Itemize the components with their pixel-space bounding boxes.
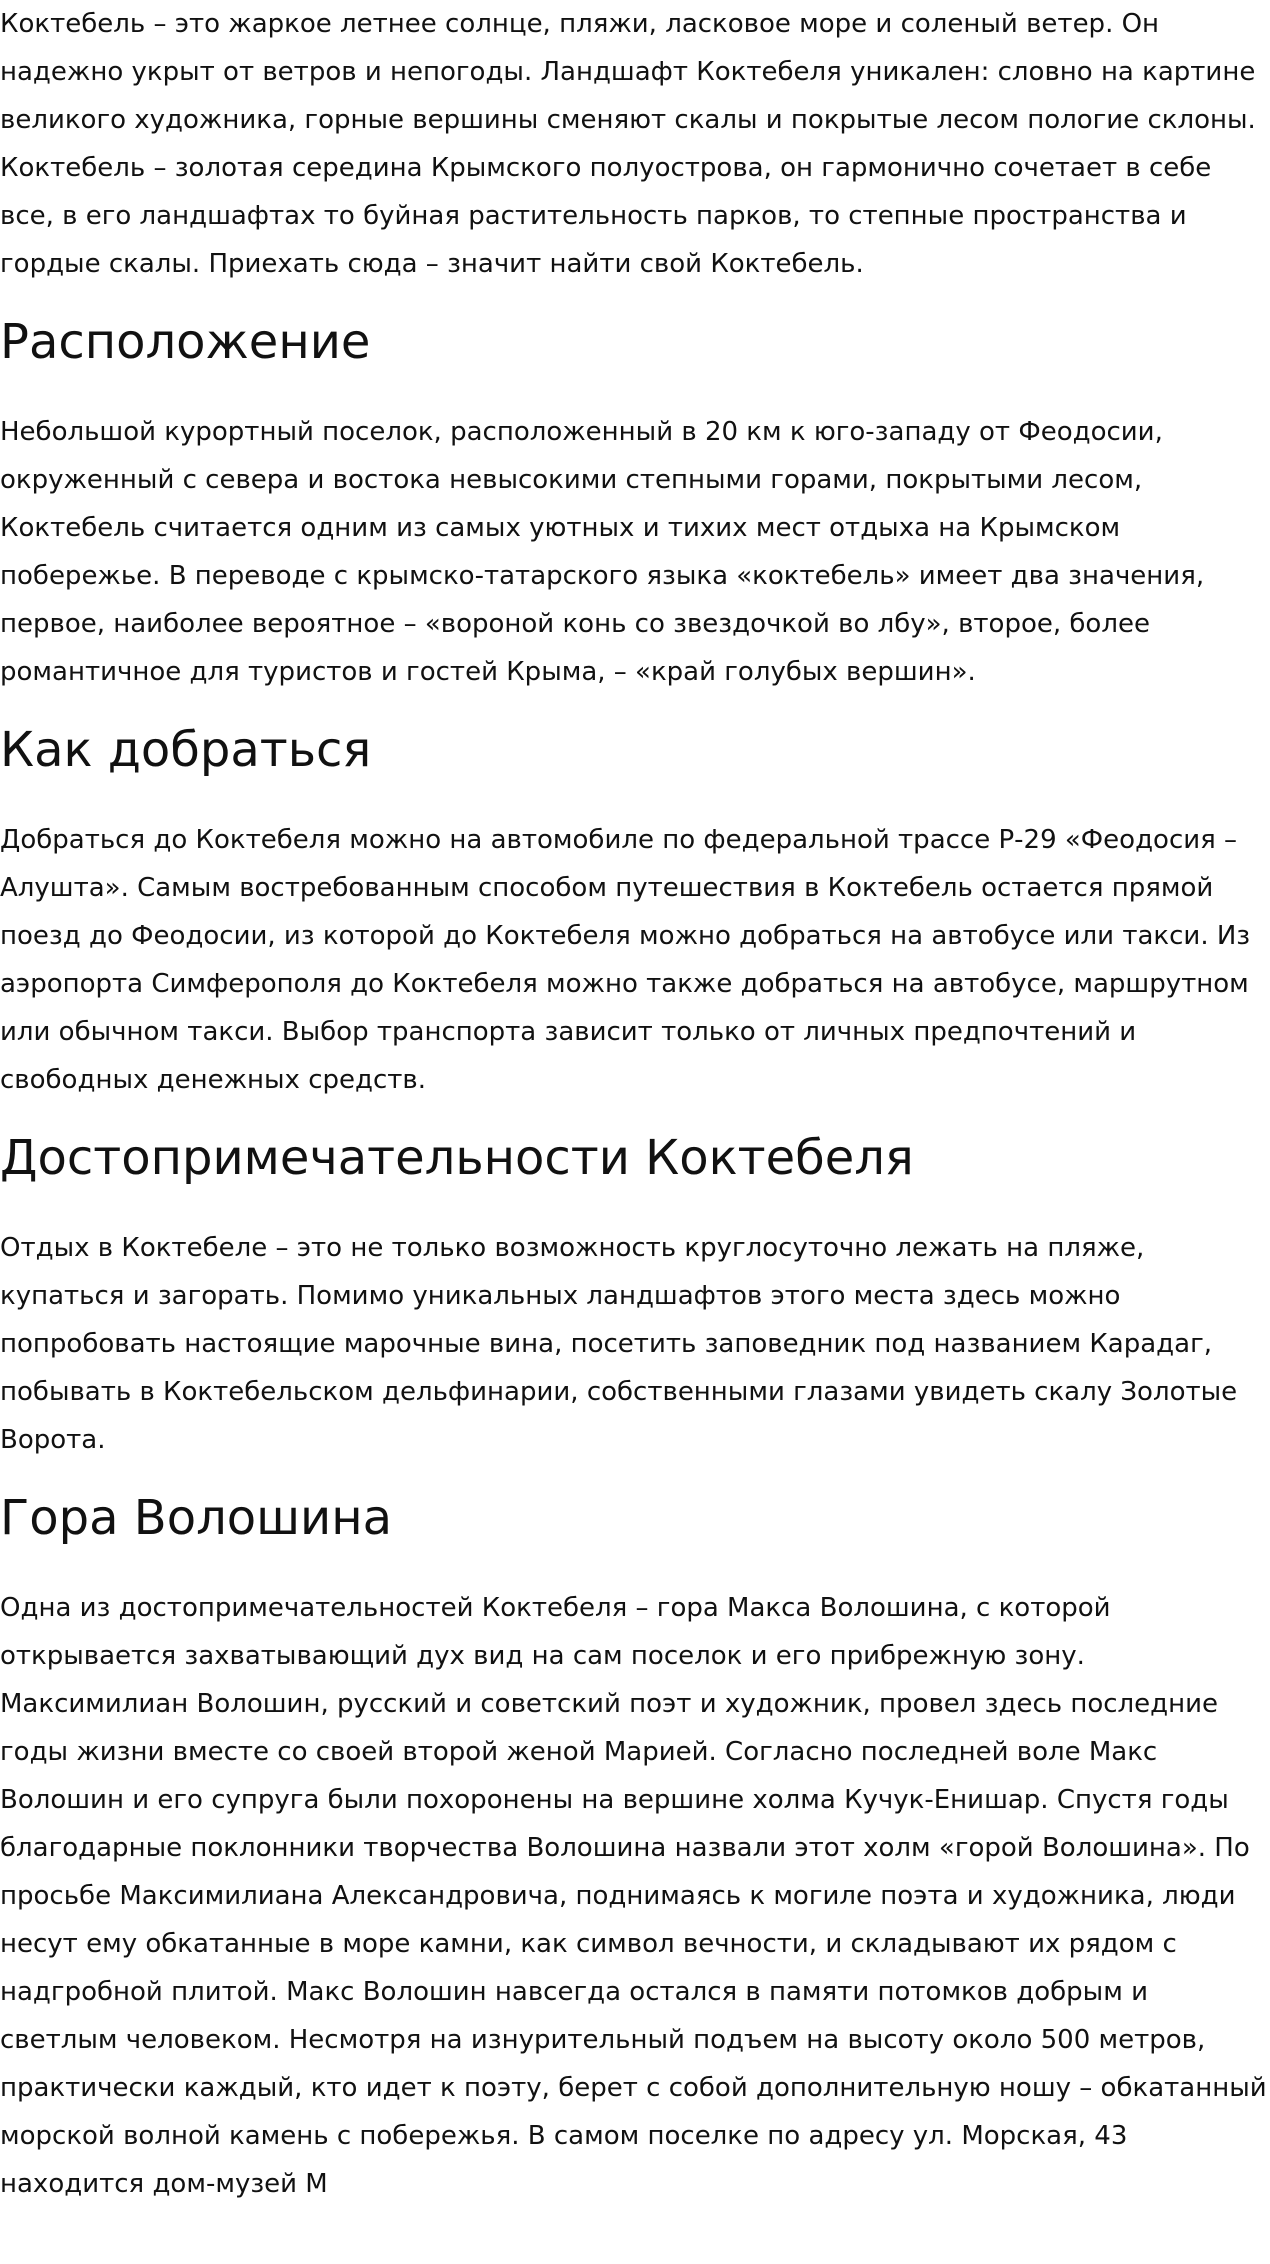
heading-voloshin-mountain: Гора Волошина [0,1490,393,1546]
location-paragraph: Небольшой курортный поселок, расположенный в 20 км к юго-западу от Феодосии, окруженный с севера и востока невысокими степными горами, покрытыми лесом, Коктебель считается одним из самых уютных и тихих мест отдыха на Крымском побережье. В переводе с крымско-татарского языка «коктебель» имеет два значения, первое, наиболее вероятное – «вороной конь со звездочкой во лбу», второе, более романтичное для туристов и гостей Крыма, – «край голубых вершин». [0,417,1205,687]
heading-how-to-get: Как добраться [0,722,372,778]
heading-location: Расположение [0,314,371,370]
intro-paragraph: Коктебель – это жаркое летнее солнце, пляжи, ласковое море и соленый ветер. Он надежно укрыт от ветров и непогоды. Ландшафт Коктебеля уникален: словно на картине великого художника, горные вершины сменяют скалы и покрытые лесом пологие склоны. Коктебель – золотая середина Крымского полуострова, он гармонично сочетает в себе все, в его ландшафтах то буйная растительность парков, то степные пространства и гордые скалы. Приехать сюда – значит найти свой Коктебель. [0,9,1256,279]
how-to-get-paragraph: Добраться до Коктебеля можно на автомобиле по федеральной трассе Р-29 «Феодосия – Алушта». Самым востребованным способом путешествия в Коктебель остается прямой поезд до Феодосии, из которой до Коктебеля можно добраться на автобусе или такси. Из аэропорта Симферополя до Коктебеля можно также добраться на автобусе, маршрутном или обычном такси. Выбор транспорта зависит только от личных предпочтений и свободных денежных средств. [0,825,1251,1095]
heading-attractions: Достопримечательности Коктебеля [0,1130,914,1186]
voloshin-mountain-paragraph: Одна из достопримечательностей Коктебеля – гора Макса Волошина, с которой открывается захватывающий дух вид на сам поселок и его прибрежную зону. Максимилиан Волошин, русский и советский поэт и художник, провел здесь последние годы жизни вместе со своей второй женой Марией. Согласно последней воле Макс Волошин и его супруга были похоронены на вершине холма Кучук-Енишар. Спустя годы благодарные поклонники творчества Волошина назвали этот холм «горой Волошина». По просьбе Максимилиана Александровича, поднимаясь к могиле поэта и художника, люди несут ему обкатанные в море камни, как символ вечности, и складывают их рядом с надгробной плитой. Макс Волошин навсегда остался в памяти потомков добрым и светлым человеком. Несмотря на изнурительный подъем на высоту около 500 метров, практически каждый, кто идет к поэту, берет с собой дополнительную ношу – обкатанный морской волной камень с побережья. В самом поселке по адресу ул. Морская, 43 находится дом-музей М [0,1593,1267,2199]
attractions-paragraph: Отдых в Коктебеле – это не только возможность круглосуточно лежать на пляже, купаться и загорать. Помимо уникальных ландшафтов этого места здесь можно попробовать настоящие марочные вина, посетить заповедник под названием Карадаг, побывать в Коктебельском дельфинарии, собственными глазами увидеть скалу Золотые Ворота. [0,1233,1238,1455]
